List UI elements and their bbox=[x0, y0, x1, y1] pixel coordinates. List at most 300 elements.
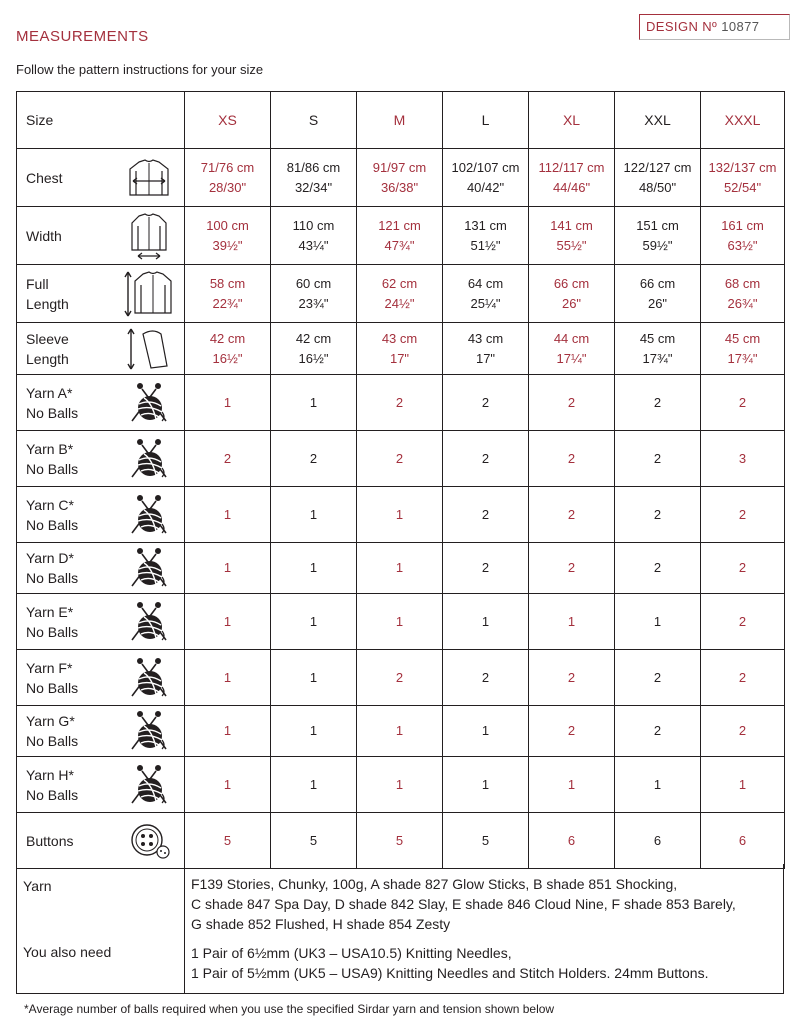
yarn-ball-needles-icon bbox=[126, 763, 172, 807]
value-text: 2 bbox=[567, 450, 576, 466]
yarn-label: Yarn bbox=[23, 878, 52, 894]
value-cell-xxl bbox=[615, 323, 701, 375]
value-text-inches: 28/30" bbox=[208, 179, 247, 195]
value-cell-xl bbox=[529, 149, 615, 207]
value-cell-xs bbox=[185, 813, 271, 869]
garment-chest-icon bbox=[115, 149, 185, 207]
garment-width-icon bbox=[115, 207, 185, 265]
row-label-text: Full bbox=[26, 275, 49, 292]
size-header-xxl: XXL bbox=[615, 92, 701, 149]
value-cell-xxl bbox=[615, 757, 701, 813]
row-label bbox=[17, 487, 115, 543]
value-cell-m bbox=[357, 431, 443, 487]
value-text: 43 cm bbox=[381, 330, 418, 346]
value-text: 5 bbox=[481, 832, 490, 848]
row-label-text: No Balls bbox=[26, 516, 79, 533]
value-cell-l bbox=[443, 487, 529, 543]
size-header-xxxl: XXXL bbox=[701, 92, 785, 149]
value-text: 151 cm bbox=[636, 217, 679, 233]
value-text: 1 bbox=[395, 613, 404, 629]
value-cell-s bbox=[271, 813, 357, 869]
value-text: 2 bbox=[567, 506, 576, 522]
value-cell-xxxl bbox=[701, 543, 785, 594]
value-cell-xs bbox=[185, 706, 271, 757]
row-label bbox=[17, 149, 115, 207]
value-cell-m bbox=[357, 594, 443, 650]
value-text: 6 bbox=[653, 832, 662, 848]
value-text: 1 bbox=[395, 506, 404, 522]
value-text-inches: 23¾" bbox=[298, 295, 329, 311]
value-cell-m bbox=[357, 813, 443, 869]
value-cell-l bbox=[443, 431, 529, 487]
value-text: 2 bbox=[395, 669, 404, 685]
value-cell-xs bbox=[185, 431, 271, 487]
size-header-m: M bbox=[357, 92, 443, 149]
value-cell-xl bbox=[529, 323, 615, 375]
value-text-inches: 16½" bbox=[212, 350, 243, 366]
value-cell-m bbox=[357, 543, 443, 594]
value-text: 2 bbox=[481, 506, 490, 522]
value-cell-xl bbox=[529, 487, 615, 543]
value-cell-xl bbox=[529, 543, 615, 594]
value-text-inches: 17¾" bbox=[727, 350, 758, 366]
value-text-inches: 51½" bbox=[470, 237, 501, 253]
value-cell-xxl bbox=[615, 265, 701, 323]
value-text-inches: 26¾" bbox=[727, 295, 758, 311]
value-cell-s bbox=[271, 487, 357, 543]
value-cell-xl bbox=[529, 207, 615, 265]
value-cell-xxxl bbox=[701, 594, 785, 650]
value-text-inches: 47¾" bbox=[384, 237, 415, 253]
value-text: 91/97 cm bbox=[372, 159, 427, 175]
value-text: 100 cm bbox=[206, 217, 249, 233]
value-cell-xl bbox=[529, 706, 615, 757]
need-line: 1 Pair of 5½mm (UK5 – USA9) Knitting Needles and Stitch Holders. 24mm Buttons. bbox=[191, 965, 709, 981]
value-text: 2 bbox=[738, 394, 747, 410]
row-label bbox=[17, 757, 115, 813]
buttons-row bbox=[17, 813, 785, 869]
value-cell-xxxl bbox=[701, 375, 785, 431]
value-cell-xs bbox=[185, 265, 271, 323]
value-cell-xl bbox=[529, 650, 615, 706]
value-text: 2 bbox=[567, 669, 576, 685]
value-text: 1 bbox=[309, 723, 318, 738]
materials-box bbox=[16, 864, 784, 994]
row-label-text: Yarn H* bbox=[26, 766, 74, 783]
row-label-text: Yarn E* bbox=[26, 603, 74, 620]
value-text-inches: 22¾" bbox=[212, 295, 243, 311]
value-cell-m bbox=[357, 207, 443, 265]
value-text-inches: 17" bbox=[389, 350, 410, 366]
row-label bbox=[17, 431, 115, 487]
value-cell-m bbox=[357, 375, 443, 431]
row-label-text: Sleeve Length bbox=[26, 330, 69, 367]
value-cell-l bbox=[443, 594, 529, 650]
value-cell-s bbox=[271, 594, 357, 650]
value-text: 2 bbox=[738, 669, 747, 685]
value-text: 2 bbox=[738, 506, 747, 522]
value-cell-xs bbox=[185, 543, 271, 594]
row-label-text: No Balls bbox=[26, 679, 79, 696]
need-line: 1 Pair of 6½mm (UK3 – USA10.5) Knitting Needles, bbox=[191, 945, 512, 961]
yarn-line: F139 Stories, Chunky, 100g, A shade 827 Glow Sticks, B shade 851 Shocking, bbox=[191, 876, 678, 892]
value-text-inches: 40/42" bbox=[466, 179, 505, 195]
value-cell-xs bbox=[185, 757, 271, 813]
value-text: 2 bbox=[653, 506, 662, 522]
yarn-ball-needles-icon bbox=[115, 543, 185, 594]
value-cell-xxxl bbox=[701, 323, 785, 375]
value-text: 1 bbox=[309, 669, 318, 685]
value-text: 2 bbox=[653, 394, 662, 410]
value-cell-xxxl bbox=[701, 757, 785, 813]
value-cell-xxxl bbox=[701, 650, 785, 706]
value-text: 2 bbox=[223, 450, 232, 466]
value-text-inches: 52/54" bbox=[723, 179, 762, 195]
value-cell-l bbox=[443, 207, 529, 265]
value-cell-m bbox=[357, 757, 443, 813]
value-text: 2 bbox=[653, 669, 662, 685]
value-text-inches: 32/34" bbox=[294, 179, 333, 195]
yarn-ball-needles-icon bbox=[115, 594, 185, 650]
garment-chest-icon bbox=[124, 157, 174, 199]
value-text: 2 bbox=[653, 450, 662, 466]
value-cell-s bbox=[271, 543, 357, 594]
design-label: DESIGN Nº bbox=[646, 19, 718, 34]
value-text: 3 bbox=[738, 450, 747, 466]
yarn-line: C shade 847 Spa Day, D shade 842 Slay, E shade 846 Cloud Nine, F shade 853 Barely, bbox=[191, 896, 736, 912]
value-text: 1 bbox=[653, 776, 662, 792]
value-text: 5 bbox=[309, 832, 318, 848]
value-text: 102/107 cm bbox=[451, 159, 520, 175]
value-cell-m bbox=[357, 706, 443, 757]
value-text: 121 cm bbox=[378, 217, 421, 233]
row-label-text: No Balls bbox=[26, 623, 79, 640]
value-text: 1 bbox=[309, 394, 318, 410]
yarn-row bbox=[17, 650, 785, 706]
value-cell-xxxl bbox=[701, 207, 785, 265]
value-text-inches: 55½" bbox=[556, 237, 587, 253]
value-text: 1 bbox=[309, 613, 318, 629]
buttons-icon bbox=[115, 813, 185, 869]
yarn-ball-needles-icon bbox=[126, 546, 172, 590]
value-cell-l bbox=[443, 149, 529, 207]
yarn-ball-needles-icon bbox=[126, 437, 172, 481]
value-text-inches: 44/46" bbox=[552, 179, 591, 195]
value-text: 2 bbox=[481, 394, 490, 410]
yarn-row bbox=[17, 706, 785, 757]
value-text: 122/127 cm bbox=[623, 159, 692, 175]
row-label-text: Width bbox=[26, 227, 62, 244]
size-header-xs: XS bbox=[185, 92, 271, 149]
value-text: 1 bbox=[309, 560, 318, 575]
value-text: 2 bbox=[738, 613, 747, 629]
sleeve-length-icon bbox=[115, 323, 185, 375]
value-text-inches: 48/50" bbox=[638, 179, 677, 195]
value-cell-l bbox=[443, 265, 529, 323]
garment-length-icon bbox=[115, 265, 185, 323]
value-text: 1 bbox=[567, 613, 576, 629]
yarn-ball-needles-icon bbox=[115, 375, 185, 431]
value-text: 1 bbox=[481, 613, 490, 629]
value-text: 1 bbox=[223, 613, 232, 629]
value-cell-l bbox=[443, 375, 529, 431]
value-cell-xl bbox=[529, 813, 615, 869]
value-cell-xl bbox=[529, 757, 615, 813]
value-text-inches: 39½" bbox=[212, 237, 243, 253]
value-text: 131 cm bbox=[464, 217, 507, 233]
length-row bbox=[17, 265, 785, 323]
value-text: 62 cm bbox=[381, 275, 418, 291]
row-label-text: Yarn D* bbox=[26, 550, 74, 566]
value-text: 2 bbox=[653, 723, 662, 738]
value-cell-s bbox=[271, 207, 357, 265]
value-text-inches: 17¾" bbox=[642, 350, 673, 366]
value-text-inches: 43¼" bbox=[298, 237, 329, 253]
value-text: 2 bbox=[653, 560, 662, 575]
value-cell-xxxl bbox=[701, 149, 785, 207]
value-text-inches: 26" bbox=[647, 295, 668, 311]
value-cell-l bbox=[443, 757, 529, 813]
row-label-text: Buttons bbox=[26, 832, 74, 849]
value-text: 45 cm bbox=[724, 330, 761, 346]
chest-row bbox=[17, 149, 785, 207]
value-text: 58 cm bbox=[209, 275, 246, 291]
value-cell-l bbox=[443, 650, 529, 706]
value-cell-xxl bbox=[615, 487, 701, 543]
value-cell-xxl bbox=[615, 813, 701, 869]
value-cell-m bbox=[357, 487, 443, 543]
value-text: 1 bbox=[567, 776, 576, 792]
value-cell-xxl bbox=[615, 207, 701, 265]
value-cell-s bbox=[271, 265, 357, 323]
row-label-text: Length bbox=[26, 295, 69, 312]
row-label bbox=[17, 813, 115, 869]
design-number-box bbox=[639, 14, 790, 40]
value-cell-xs bbox=[185, 149, 271, 207]
value-cell-xs bbox=[185, 323, 271, 375]
value-cell-xl bbox=[529, 594, 615, 650]
value-text: 81/86 cm bbox=[286, 159, 341, 175]
footnote: *Average number of balls required when you use the specified Sirdar yarn and tension shown below bbox=[24, 1002, 555, 1016]
row-label-text: Yarn G* bbox=[26, 713, 75, 729]
yarn-row bbox=[17, 594, 785, 650]
value-cell-xxxl bbox=[701, 265, 785, 323]
row-label bbox=[17, 323, 115, 375]
yarn-row bbox=[17, 431, 785, 487]
sleeve-length-icon bbox=[123, 326, 175, 372]
measurements-table bbox=[16, 91, 785, 869]
value-text: 2 bbox=[481, 450, 490, 466]
yarn-row bbox=[17, 375, 785, 431]
also-need-description bbox=[191, 943, 781, 983]
value-text-inches: 63½" bbox=[727, 237, 758, 253]
yarn-row bbox=[17, 487, 785, 543]
value-text: 2 bbox=[738, 723, 747, 738]
value-text: 1 bbox=[738, 776, 747, 792]
value-text: 1 bbox=[223, 669, 232, 685]
value-text: 2 bbox=[395, 450, 404, 466]
yarn-ball-needles-icon bbox=[126, 493, 172, 537]
yarn-ball-needles-icon bbox=[126, 381, 172, 425]
row-label-text: Yarn B* bbox=[26, 440, 74, 457]
value-text-inches: 26" bbox=[561, 295, 582, 311]
value-text-inches: 16½" bbox=[298, 350, 329, 366]
yarn-ball-needles-icon bbox=[115, 757, 185, 813]
value-text: 1 bbox=[223, 776, 232, 792]
value-text: 5 bbox=[395, 832, 404, 848]
row-label-text: No Balls bbox=[26, 460, 79, 477]
yarn-row bbox=[17, 543, 785, 594]
value-text: 2 bbox=[309, 450, 318, 466]
yarn-line: G shade 852 Flushed, H shade 854 Zesty bbox=[191, 916, 451, 932]
row-label-text: Chest bbox=[26, 169, 63, 186]
buttons-icon bbox=[126, 821, 172, 861]
value-cell-xl bbox=[529, 265, 615, 323]
size-header-l: L bbox=[443, 92, 529, 149]
value-text: 132/137 cm bbox=[708, 159, 777, 175]
value-text: 1 bbox=[309, 776, 318, 792]
value-text: 1 bbox=[223, 394, 232, 410]
row-label-text: Yarn C* bbox=[26, 496, 74, 513]
value-text: 66 cm bbox=[639, 275, 676, 291]
value-cell-s bbox=[271, 323, 357, 375]
row-label bbox=[17, 706, 115, 757]
value-text: 2 bbox=[567, 394, 576, 410]
value-text: 110 cm bbox=[292, 217, 335, 233]
garment-width-icon bbox=[124, 212, 174, 260]
value-cell-xs bbox=[185, 650, 271, 706]
size-header-s: S bbox=[271, 92, 357, 149]
page-subtitle: Follow the pattern instructions for your size bbox=[16, 62, 264, 77]
value-text: 1 bbox=[223, 723, 232, 738]
value-cell-xxl bbox=[615, 431, 701, 487]
value-text: 68 cm bbox=[724, 275, 761, 291]
yarn-ball-needles-icon bbox=[115, 431, 185, 487]
also-need-label: You also need bbox=[23, 944, 112, 960]
row-label-text: No Balls bbox=[26, 570, 79, 586]
row-label bbox=[17, 543, 115, 594]
value-text-inches: 17¼" bbox=[556, 350, 587, 366]
value-cell-xxxl bbox=[701, 706, 785, 757]
value-text: 1 bbox=[395, 776, 404, 792]
value-text-inches: 36/38" bbox=[380, 179, 419, 195]
value-cell-xxl bbox=[615, 706, 701, 757]
value-cell-xs bbox=[185, 207, 271, 265]
value-text: 141 cm bbox=[550, 217, 593, 233]
value-cell-xxl bbox=[615, 149, 701, 207]
value-cell-s bbox=[271, 757, 357, 813]
row-label-text: Yarn A* bbox=[26, 384, 73, 401]
value-text-inches: 25¼" bbox=[470, 295, 501, 311]
value-text: 66 cm bbox=[553, 275, 590, 291]
value-text: 1 bbox=[223, 560, 232, 575]
value-text: 6 bbox=[567, 832, 576, 848]
value-text: 2 bbox=[567, 560, 576, 575]
row-label bbox=[17, 594, 115, 650]
value-text: 42 cm bbox=[295, 330, 332, 346]
value-text-inches: 17" bbox=[475, 350, 496, 366]
value-cell-m bbox=[357, 650, 443, 706]
value-text: 2 bbox=[481, 669, 490, 685]
value-cell-xxxl bbox=[701, 431, 785, 487]
value-text: 6 bbox=[738, 832, 747, 848]
value-text-inches: 24½" bbox=[384, 295, 415, 311]
value-cell-xs bbox=[185, 375, 271, 431]
value-cell-l bbox=[443, 706, 529, 757]
value-text: 2 bbox=[395, 394, 404, 410]
value-text-inches: 59½" bbox=[642, 237, 673, 253]
yarn-ball-needles-icon bbox=[126, 656, 172, 700]
value-text: 60 cm bbox=[295, 275, 332, 291]
value-cell-xs bbox=[185, 487, 271, 543]
value-cell-xxxl bbox=[701, 487, 785, 543]
value-text: 64 cm bbox=[467, 275, 504, 291]
value-text: 2 bbox=[567, 723, 576, 738]
value-text: 1 bbox=[223, 506, 232, 522]
value-cell-s bbox=[271, 431, 357, 487]
row-label-text: Size bbox=[26, 112, 54, 128]
size-row bbox=[17, 92, 785, 149]
row-label-text: Yarn F* bbox=[26, 659, 73, 676]
value-cell-xxl bbox=[615, 594, 701, 650]
value-text: 1 bbox=[481, 776, 490, 792]
row-label-text: No Balls bbox=[26, 404, 79, 421]
yarn-ball-needles-icon bbox=[126, 600, 172, 644]
value-text: 71/76 cm bbox=[200, 159, 255, 175]
row-label bbox=[17, 265, 115, 323]
value-text: 112/117 cm bbox=[538, 159, 605, 175]
yarn-ball-needles-icon bbox=[115, 650, 185, 706]
row-label-text: No Balls bbox=[26, 786, 79, 803]
yarn-ball-needles-icon bbox=[115, 487, 185, 543]
garment-length-icon bbox=[121, 269, 177, 319]
design-number: 10877 bbox=[721, 19, 760, 34]
row-label-text: No Balls bbox=[26, 733, 79, 749]
yarn-ball-needles-icon bbox=[115, 706, 185, 757]
value-cell-s bbox=[271, 149, 357, 207]
value-text: 1 bbox=[309, 506, 318, 522]
size-header-xl: XL bbox=[529, 92, 615, 149]
value-text: 1 bbox=[395, 560, 404, 575]
value-cell-xxxl bbox=[701, 813, 785, 869]
value-text: 1 bbox=[395, 723, 404, 738]
row-label bbox=[17, 375, 115, 431]
value-cell-xs bbox=[185, 594, 271, 650]
yarn-ball-needles-icon bbox=[126, 709, 172, 753]
value-text: 1 bbox=[653, 613, 662, 629]
value-text: 45 cm bbox=[639, 330, 676, 346]
value-cell-m bbox=[357, 323, 443, 375]
yarn-row bbox=[17, 757, 785, 813]
value-text: 2 bbox=[481, 560, 490, 575]
value-cell-s bbox=[271, 706, 357, 757]
row-label bbox=[17, 207, 115, 265]
sleeve-row bbox=[17, 323, 785, 375]
value-text: 5 bbox=[223, 832, 232, 848]
value-cell-m bbox=[357, 265, 443, 323]
width-row bbox=[17, 207, 785, 265]
page-title: MEASUREMENTS bbox=[16, 28, 149, 45]
value-cell-l bbox=[443, 323, 529, 375]
value-cell-l bbox=[443, 543, 529, 594]
value-text: 43 cm bbox=[467, 330, 504, 346]
value-text: 2 bbox=[738, 560, 747, 575]
value-cell-m bbox=[357, 149, 443, 207]
value-text: 161 cm bbox=[721, 217, 764, 233]
value-text: 42 cm bbox=[209, 330, 246, 346]
value-text: 44 cm bbox=[553, 330, 590, 346]
value-text: 1 bbox=[481, 723, 490, 738]
